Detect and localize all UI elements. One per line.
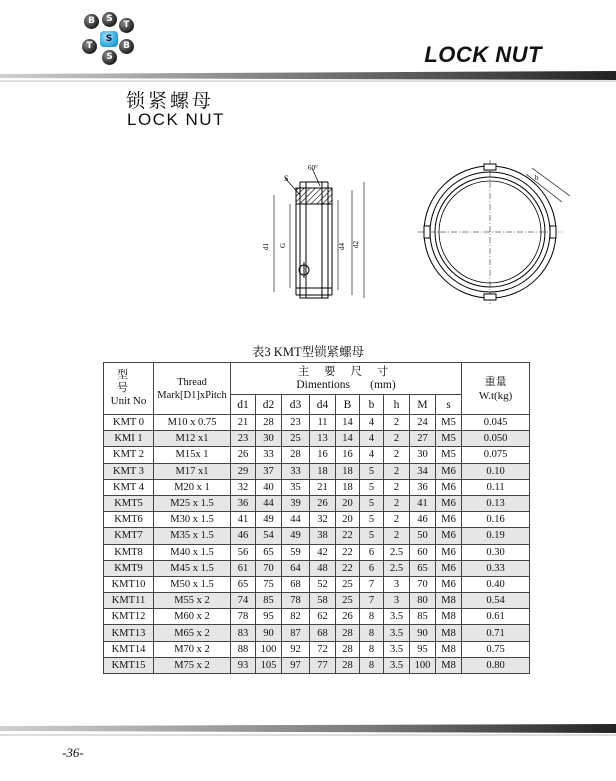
cell-dimension: 56 [231,544,256,560]
cell-weight: 0.16 [462,512,530,528]
header-divider [0,68,616,84]
cell-thread: M45 x 1.5 [154,560,231,576]
cell-dimension: 28 [336,641,360,657]
cell-weight: 0.40 [462,576,530,592]
table-row [104,431,530,447]
table-row [104,479,530,495]
table-caption: 表3 KMT型锁紧螺母 [251,345,365,359]
cell-dimension: M5 [436,431,462,447]
cell-dimension: M6 [436,560,462,576]
header-dimensions [231,363,462,395]
cell-unit-no: KMT15 [104,657,154,673]
cell-unit-no: KMT 4 [104,479,154,495]
cell-dimension: 65 [256,544,282,560]
cell-dimension: 54 [256,528,282,544]
spec-table [103,362,530,674]
cell-dimension: 100 [256,641,282,657]
cell-weight: 0.050 [462,431,530,447]
cell-dimension: 49 [256,512,282,528]
cell-thread: M12 x1 [154,431,231,447]
cell-thread: M10 x 0.75 [154,415,231,431]
cell-thread: M65 x 2 [154,625,231,641]
cell-dimension: 28 [282,447,310,463]
cell-dimension: 22 [336,560,360,576]
logo-center: S [100,31,118,47]
cell-dimension: 2 [384,447,410,463]
cell-dimension: 90 [410,625,436,641]
cell-dimension: 30 [256,431,282,447]
column-header: B [336,395,360,415]
column-header: M [410,395,436,415]
cell-dimension: 7 [360,593,384,609]
cell-weight: 0.19 [462,528,530,544]
cell-dimension: 2.5 [384,560,410,576]
cell-dimension: 22 [336,544,360,560]
cell-unit-no: KMT7 [104,528,154,544]
cell-weight: 0.045 [462,415,530,431]
cell-unit-no: KMT12 [104,609,154,625]
cell-dimension: 32 [310,512,336,528]
cell-dimension: 77 [310,657,336,673]
section-view [274,168,364,298]
cell-dimension: 4 [360,447,384,463]
cell-dimension: 34 [410,463,436,479]
cell-dimension: 4 [360,431,384,447]
header-model-en: Unit No [110,395,147,407]
column-header: d4 [310,395,336,415]
cell-weight: 0.075 [462,447,530,463]
hatched-thread-section [296,188,332,204]
cell-dimension: 21 [310,479,336,495]
cell-dimension: 22 [336,528,360,544]
cell-dimension: 75 [256,576,282,592]
cell-thread: M40 x 1.5 [154,544,231,560]
table-row [104,415,530,431]
column-header: b [360,395,384,415]
cell-thread: M17 x1 [154,463,231,479]
cell-dimension: 39 [282,495,310,511]
cell-dimension: 3.5 [384,609,410,625]
cell-unit-no: KMT9 [104,560,154,576]
cell-dimension: 78 [282,593,310,609]
cell-dimension: 3.5 [384,641,410,657]
cell-dimension: 82 [282,609,310,625]
cell-dimension: M6 [436,495,462,511]
cell-unit-no: KMT14 [104,641,154,657]
cell-dimension: 28 [336,625,360,641]
logo-letter: T [119,18,134,33]
table-row [104,576,530,592]
cell-dimension: 4 [360,415,384,431]
cell-dimension: 2 [384,463,410,479]
cell-dimension: 11 [310,415,336,431]
cell-thread: M30 x 1.5 [154,512,231,528]
cell-thread: M50 x 1.5 [154,576,231,592]
cell-dimension: 16 [310,447,336,463]
cell-dimension: 44 [256,495,282,511]
brand-title: LOCK NUT [424,42,542,67]
cell-dimension: 50 [410,528,436,544]
logo-letter: T [82,39,97,54]
cell-thread: M20 x 1 [154,479,231,495]
label-d1: d1 [262,243,270,250]
cell-dimension: 30 [410,447,436,463]
cell-thread: M25 x 1.5 [154,495,231,511]
cell-dimension: 29 [231,463,256,479]
cell-dimension: 5 [360,512,384,528]
label-s: S [284,174,289,183]
label-d4: d4 [338,243,346,250]
cell-dimension: 93 [231,657,256,673]
cell-dimension: 88 [231,641,256,657]
cell-thread: M70 x 2 [154,641,231,657]
label-angle: 60° [308,164,318,172]
cell-dimension: 80 [410,593,436,609]
cell-dimension: M8 [436,625,462,641]
header-weight [462,363,530,415]
cell-dimension: 32 [231,479,256,495]
table-row [104,560,530,576]
cell-dimension: 40 [256,479,282,495]
cell-weight: 0.61 [462,609,530,625]
cell-dimension: 90 [256,625,282,641]
cell-dimension: 18 [336,479,360,495]
cell-dimension: M8 [436,609,462,625]
header-model-cn: 型 号 [117,369,140,394]
cell-weight: 0.10 [462,463,530,479]
cell-dimension: 68 [310,625,336,641]
cell-dimension: 49 [282,528,310,544]
cell-dimension: M6 [436,544,462,560]
cell-thread: M60 x 2 [154,609,231,625]
cell-dimension: 35 [282,479,310,495]
cell-dimension: 28 [336,657,360,673]
cell-dimension: M8 [436,593,462,609]
cell-dimension: M6 [436,512,462,528]
cell-dimension: 26 [336,609,360,625]
cell-dimension: 7 [360,576,384,592]
header-dims-en: Dimentions [296,378,351,391]
cell-dimension: 2 [384,528,410,544]
cell-dimension: 74 [231,593,256,609]
cell-dimension: 5 [360,479,384,495]
column-header: d1 [231,395,256,415]
cell-dimension: 14 [336,431,360,447]
cell-dimension: 33 [256,447,282,463]
cell-dimension: 37 [256,463,282,479]
cell-dimension: 42 [310,544,336,560]
table-row [104,463,530,479]
cell-dimension: 24 [410,415,436,431]
cell-dimension: 68 [282,576,310,592]
column-header: s [436,395,462,415]
cell-dimension: M6 [436,576,462,592]
cell-weight: 0.71 [462,625,530,641]
table-row [104,593,530,609]
cell-dimension: 46 [231,528,256,544]
cell-dimension: 28 [256,415,282,431]
cell-dimension: 64 [282,560,310,576]
cell-thread: M35 x 1.5 [154,528,231,544]
cell-dimension: 23 [231,431,256,447]
table-row [104,609,530,625]
cell-dimension: 5 [360,495,384,511]
cell-dimension: 33 [282,463,310,479]
table-row [104,512,530,528]
page-title-cn: 锁紧螺母 [126,90,215,112]
cell-weight: 0.11 [462,479,530,495]
cell-dimension: 97 [282,657,310,673]
cell-dimension: 92 [282,641,310,657]
brand-logo [74,12,146,66]
cell-dimension: 61 [231,560,256,576]
cell-unit-no: KMT 3 [104,463,154,479]
cell-dimension: M6 [436,479,462,495]
table-row [104,447,530,463]
cell-dimension: 44 [282,512,310,528]
cell-dimension: 21 [231,415,256,431]
cell-dimension: 8 [360,625,384,641]
cell-weight: 0.13 [462,495,530,511]
header-dims-cn: 主 要 尺 寸 [297,365,395,378]
table-row [104,625,530,641]
cell-dimension: 85 [410,609,436,625]
cell-dimension: 20 [336,495,360,511]
front-view [418,160,570,304]
cell-dimension: 41 [231,512,256,528]
cell-dimension: 70 [410,576,436,592]
cell-unit-no: KMT5 [104,495,154,511]
label-d2: d2 [352,241,360,248]
logo-letter: S [102,12,117,27]
cell-unit-no: KMI 1 [104,431,154,447]
column-header: d2 [256,395,282,415]
cell-dimension: 26 [310,495,336,511]
cell-thread: M15x 1 [154,447,231,463]
cell-dimension: 52 [310,576,336,592]
cell-thread: M75 x 2 [154,657,231,673]
label-b: b [535,174,539,182]
cell-dimension: 3 [384,576,410,592]
cell-dimension: 58 [310,593,336,609]
header-dims-unit: (mm) [370,378,396,391]
column-header: h [384,395,410,415]
cell-dimension: 65 [231,576,256,592]
cell-dimension: 3.5 [384,657,410,673]
cell-dimension: 27 [410,431,436,447]
cell-dimension: 78 [231,609,256,625]
column-header: d3 [282,395,310,415]
cell-dimension: 70 [256,560,282,576]
page-title-en: LOCK NUT [127,110,225,129]
cell-unit-no: KMT6 [104,512,154,528]
logo-letter: B [84,14,99,29]
cell-dimension: 6 [360,560,384,576]
cell-weight: 0.80 [462,657,530,673]
logo-letter: S [102,50,117,65]
spec-table-body [104,415,530,674]
table-row [104,495,530,511]
cell-weight: 0.33 [462,560,530,576]
cell-dimension: M8 [436,657,462,673]
cell-weight: 0.54 [462,593,530,609]
cell-dimension: 87 [282,625,310,641]
cell-dimension: 46 [410,512,436,528]
cell-dimension: 13 [310,431,336,447]
cell-dimension: M5 [436,415,462,431]
cell-dimension: M8 [436,641,462,657]
cell-unit-no: KMT 0 [104,415,154,431]
cell-thread: M55 x 2 [154,593,231,609]
header-thread [154,363,231,415]
cell-dimension: 3.5 [384,625,410,641]
cell-dimension: 62 [310,609,336,625]
cell-dimension: 20 [336,512,360,528]
cell-dimension: 5 [360,528,384,544]
page-number: -36- [62,745,84,760]
cell-dimension: 6 [360,544,384,560]
cell-dimension: M6 [436,528,462,544]
footer-divider [0,722,616,738]
cell-dimension: 23 [282,415,310,431]
table-row [104,544,530,560]
cell-dimension: 2.5 [384,544,410,560]
logo-letter: B [119,39,134,54]
cell-dimension: 2 [384,495,410,511]
header-thread-sub: Mark[D1]xPitch [157,389,227,401]
cell-dimension: 2 [384,431,410,447]
cell-dimension: 65 [410,560,436,576]
cell-dimension: 95 [256,609,282,625]
cell-dimension: 100 [410,657,436,673]
table-row [104,528,530,544]
label-g: G [279,242,287,248]
cell-dimension: 36 [231,495,256,511]
cell-dimension: 105 [256,657,282,673]
cell-dimension: 18 [336,463,360,479]
cell-dimension: 2 [384,512,410,528]
cell-dimension: 2 [384,479,410,495]
cell-dimension: 25 [282,431,310,447]
cell-unit-no: KMT13 [104,625,154,641]
cell-dimension: M5 [436,447,462,463]
cell-dimension: 41 [410,495,436,511]
cell-dimension: 25 [336,593,360,609]
cell-weight: 0.30 [462,544,530,560]
cell-dimension: 83 [231,625,256,641]
lock-nut-drawing [240,150,580,310]
header-weight-cn: 重量 [484,375,507,388]
cell-dimension: 14 [336,415,360,431]
cell-dimension: 3 [384,593,410,609]
cell-dimension: 26 [231,447,256,463]
cell-unit-no: KMT11 [104,593,154,609]
cell-dimension: 60 [410,544,436,560]
cell-dimension: M6 [436,463,462,479]
cell-dimension: 72 [310,641,336,657]
cell-dimension: 8 [360,657,384,673]
table-row [104,657,530,673]
cell-dimension: 85 [256,593,282,609]
cell-weight: 0.75 [462,641,530,657]
cell-dimension: 8 [360,641,384,657]
header-thread-title: Thread [177,376,207,388]
cell-dimension: 48 [310,560,336,576]
header-model [104,363,154,415]
cell-unit-no: KMT8 [104,544,154,560]
cell-dimension: 59 [282,544,310,560]
header-weight-en: W.t(kg) [478,389,513,402]
cell-dimension: 2 [384,415,410,431]
table-row [104,641,530,657]
cell-dimension: 36 [410,479,436,495]
cell-unit-no: KMT10 [104,576,154,592]
cell-unit-no: KMT 2 [104,447,154,463]
cell-dimension: 95 [410,641,436,657]
cell-dimension: 8 [360,609,384,625]
cell-dimension: 16 [336,447,360,463]
cell-dimension: 5 [360,463,384,479]
cell-dimension: 18 [310,463,336,479]
cell-dimension: 25 [336,576,360,592]
cell-dimension: 38 [310,528,336,544]
